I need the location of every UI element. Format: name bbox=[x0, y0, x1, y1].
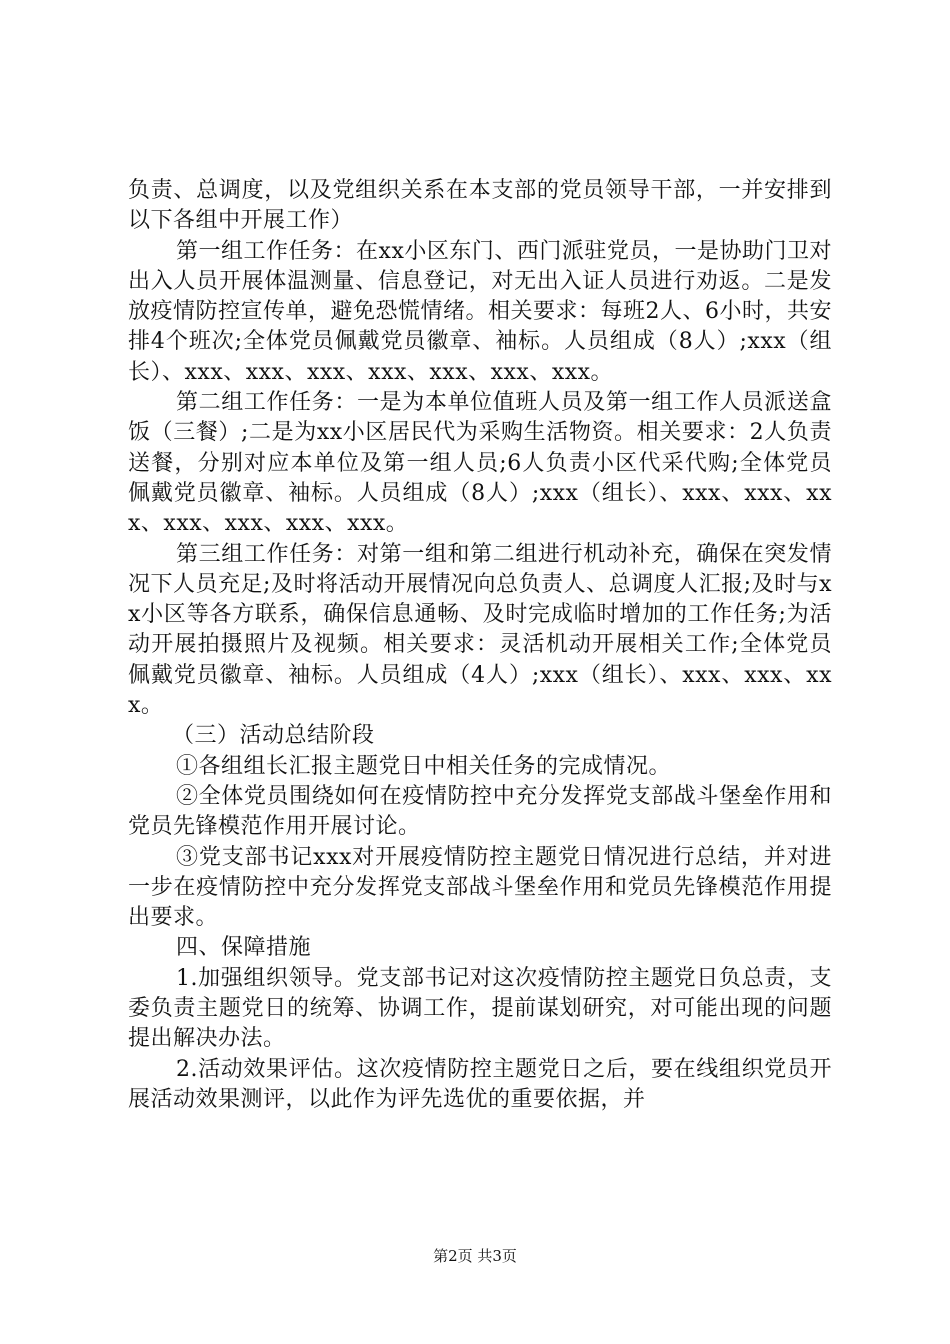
paragraph-summary-item-3: ③党支部书记xxx对开展疫情防控主题党日情况进行总结，并对进一步在疫情防控中充分发挥党支部战斗堡垒作用和党员先锋模范作用提出要求。 bbox=[128, 844, 832, 931]
document-body bbox=[128, 176, 832, 1115]
paragraph-continuation: 负责、总调度，以及党组织关系在本支部的党员领导干部，一并安排到以下各组中开展工作） bbox=[128, 178, 832, 234]
paragraph-summary-item-2: ②全体党员围绕如何在疫情防控中充分发挥党支部战斗堡垒作用和党员先锋模范作用开展讨论。 bbox=[128, 783, 832, 840]
section-heading-summary-stage: （三）活动总结阶段 bbox=[172, 723, 375, 749]
paragraph-safeguard-2: 2.活动效果评估。这次疫情防控主题党日之后，要在线组织党员开展活动效果测评，以此作为评先选优的重要依据，并 bbox=[128, 1056, 832, 1112]
paragraph-group-one-tasks: 第一组工作任务：在xx小区东门、西门派驻党员，一是协助门卫对出入人员开展体温测量、信息登记，对无出入证人员进行劝返。二是发放疫情防控宣传单，避免恐慌情绪。相关要求：每班2人、6小时，共安排4个班次;全体党员佩戴党员徽章、袖标。人员组成（8人）;xxx（组长）、xxx、xxx、xxx、xxx、xxx、xxx、xxx。 bbox=[128, 238, 832, 385]
page-footer: 第2页 共3页 bbox=[433, 1247, 517, 1265]
paragraph-safeguard-1: 1.加强组织领导。党支部书记对这次疫情防控主题党日负总责，支委负责主题党日的统筹、协调工作，提前谋划研究，对可能出现的问题提出解决办法。 bbox=[128, 965, 832, 1052]
section-heading-safeguards: 四、保障措施 bbox=[176, 935, 312, 961]
paragraph-group-three-tasks: 第三组工作任务：对第一组和第二组进行机动补充，确保在突发情况下人员充足;及时将活动开展情况向总负责人、总调度人汇报;及时与xx小区等各方联系，确保信息通畅、及时完成临时增加的工作任务;为活动开展拍摄照片及视频。相关要求：灵活机动开展相关工作;全体党员佩戴党员徽章、袖标。人员组成（4人）;xxx（组长）、xxx、xxx、xxx。 bbox=[128, 541, 832, 719]
paragraph-group-two-tasks: 第二组工作任务：一是为本单位值班人员及第一组工作人员派送盒饭（三餐）;二是为xx小区居民代为采购生活物资。相关要求：2人负责送餐，分别对应本单位及第一组人员;6人负责小区代采代购;全体党员佩戴党员徽章、袖标。人员组成（8人）;xxx（组长）、xxx、xxx、xxx、xxx、xxx、xxx、xxx。 bbox=[128, 390, 832, 537]
paragraph-summary-item-1: ①各组组长汇报主题党日中相关任务的完成情况。 bbox=[176, 753, 672, 779]
